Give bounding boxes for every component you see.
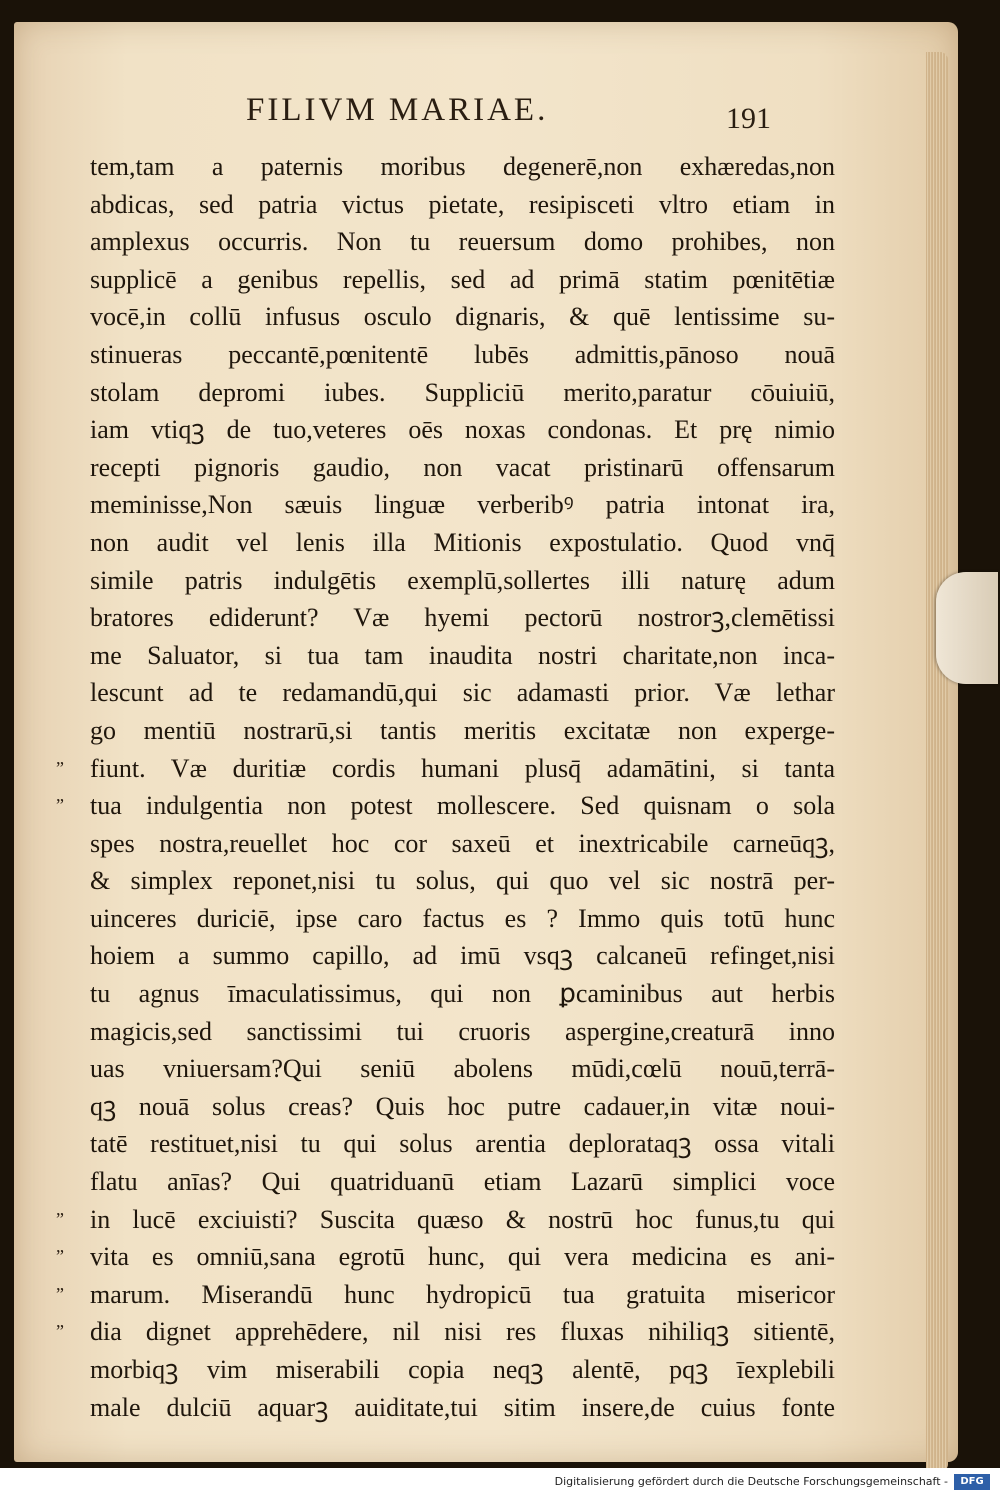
page-number: 191 (726, 102, 771, 135)
text-block (56, 148, 835, 1426)
text-line (90, 223, 835, 261)
margin-quote-marker: ” (56, 1283, 64, 1304)
text-line (90, 411, 835, 449)
text-line (90, 186, 835, 224)
line-text: tu agnus īmaculatissimus, qui non ꝑcaminibus aut herbis (90, 979, 835, 1009)
margin-quote-marker: ” (56, 757, 64, 778)
line-text: non audit vel lenis illa Mitionis expostulatio. Quod vnq̄ (90, 527, 835, 557)
line-text: meminisse,Non sæuis linguæ verberibꝰ patria intonat ira, (90, 490, 835, 520)
text-line (90, 674, 835, 712)
text-line (56, 787, 835, 825)
running-title: FILIVM MARIAE. (246, 92, 549, 128)
text-line (90, 524, 835, 562)
line-text: simile patris indulgētis exemplū,sollertes illi naturę adum (90, 565, 835, 595)
text-line (90, 449, 835, 487)
line-text: tem,tam a paternis moribus degenerē,non exhæredas,non (90, 152, 835, 181)
line-text: vita es omniū,sana egrotū hunc, qui vera medicina es ani- (90, 1242, 835, 1272)
text-line (90, 261, 835, 299)
line-text: recepti pignoris gaudio, non vacat pristinarū offensarum (90, 452, 835, 482)
text-line (90, 562, 835, 600)
page-fore-edge (926, 52, 948, 1472)
line-text: go mentiū nostrarū,si tantis meritis excitatæ non experge- (90, 715, 835, 745)
line-text: hoiem a summo capillo, ad imū vsqꝫ calcaneū refinget,nisi (90, 941, 835, 971)
text-line (90, 1050, 835, 1088)
line-text: in lucē exciuisti? Suscita quæso & nostrū hoc funus,tu qui (90, 1204, 835, 1234)
text-line (90, 1351, 835, 1389)
text-line (90, 374, 835, 412)
text-line (56, 1201, 835, 1239)
line-text: dia dignet apprehēdere, nil nisi res fluxas nihiliqꝫ sitientē, (90, 1317, 835, 1347)
text-line (90, 637, 835, 675)
text-line (90, 1013, 835, 1051)
text-line (90, 148, 835, 186)
line-text: & simplex reponet,nisi tu solus, qui quo vel sic nostrā per- (90, 866, 835, 896)
text-line (90, 937, 835, 975)
text-line (90, 900, 835, 938)
text-line (90, 1125, 835, 1163)
text-line (90, 298, 835, 336)
line-text: flatu anīas? Qui quatriduanū etiam Lazarū simplici voce (90, 1167, 835, 1197)
page-clip-tab (936, 572, 998, 684)
funding-credit: Digitalisierung gefördert durch die Deutsche Forschungsgemeinschaft - (554, 1475, 948, 1488)
line-text: qꝫ nouā solus creas? Quis hoc putre cadauer,in vitæ noui- (90, 1091, 835, 1121)
text-line (90, 599, 835, 637)
margin-quote-marker: ” (56, 1321, 64, 1342)
text-line (90, 1163, 835, 1201)
line-text: uinceres duriciē, ipse caro factus es ? Immo quis totū hunc (90, 903, 835, 933)
line-text: marum. Miserandū hunc hydropicū tua gratuita misericor (90, 1279, 835, 1309)
line-text: spes nostra,reuellet hoc cor saxeū et inextricabile carneūqꝫ, (90, 828, 835, 858)
line-text: tua indulgentia non potest mollescere. Sed quisnam o sola (90, 791, 835, 821)
line-text: iam vtiqꝫ de tuo,veteres oēs noxas condonas. Et prę nimio (90, 415, 835, 445)
line-text: stinueras peccantē,pœnitentē lubēs admittis,pānoso nouā (90, 339, 835, 369)
margin-quote-marker: ” (56, 1246, 64, 1267)
line-text: stolam depromi iubes. Suppliciū merito,paratur cōuiuiū, (90, 377, 835, 407)
text-line (56, 1238, 835, 1276)
line-text: fiunt. Væ duritiæ cordis humani plusq̄ adamātini, si tanta (90, 753, 835, 783)
text-line (56, 1276, 835, 1314)
line-text: me Saluator, si tua tam inaudita nostri charitate,non inca- (90, 640, 835, 670)
dfg-logo: DFG (954, 1474, 990, 1490)
line-text: vocē,in collū infusus osculo dignaris, & quē lentissime su- (90, 302, 835, 332)
line-text: morbiqꝫ vim miserabili copia neqꝫ alentē, pqꝫ īexplebili (90, 1355, 835, 1384)
line-text: supplicē a genibus repellis, sed ad primā statim pœnitētiæ (90, 264, 835, 294)
line-text: lescunt ad te redamandū,qui sic adamasti prior. Væ lethar (90, 678, 835, 708)
text-line (90, 825, 835, 863)
text-line (90, 336, 835, 374)
footer-bar (0, 1468, 1000, 1496)
line-text: male dulciū aquarꝫ auiditate,tui sitim insere,de cuius fonte (90, 1392, 835, 1422)
margin-quote-marker: ” (56, 795, 64, 816)
text-line (56, 750, 835, 788)
text-line (90, 712, 835, 750)
line-text: abdicas, sed patria victus pietate, resipisceti vltro etiam in (90, 189, 835, 219)
line-text: bratores ediderunt? Væ hyemi pectorū nostrorꝫ,clemētissi (90, 603, 835, 633)
line-text: uas vniuersam?Qui seniū abolens mūdi,cœlū nouū,terrā- (90, 1054, 835, 1084)
text-line (56, 1313, 835, 1351)
line-text: magicis,sed sanctissimi tui cruoris aspergine,creaturā inno (90, 1016, 835, 1046)
text-line (90, 486, 835, 524)
page-header (246, 92, 806, 135)
text-line (90, 1389, 835, 1427)
line-text: amplexus occurris. Non tu reuersum domo prohibes, non (90, 227, 835, 257)
text-line (90, 862, 835, 900)
text-line (90, 1088, 835, 1126)
book-page (14, 22, 958, 1462)
margin-quote-marker: ” (56, 1208, 64, 1229)
line-text: tatē restituet,nisi tu qui solus arentia deplorataqꝫ ossa vitali (90, 1129, 835, 1159)
text-line (90, 975, 835, 1013)
